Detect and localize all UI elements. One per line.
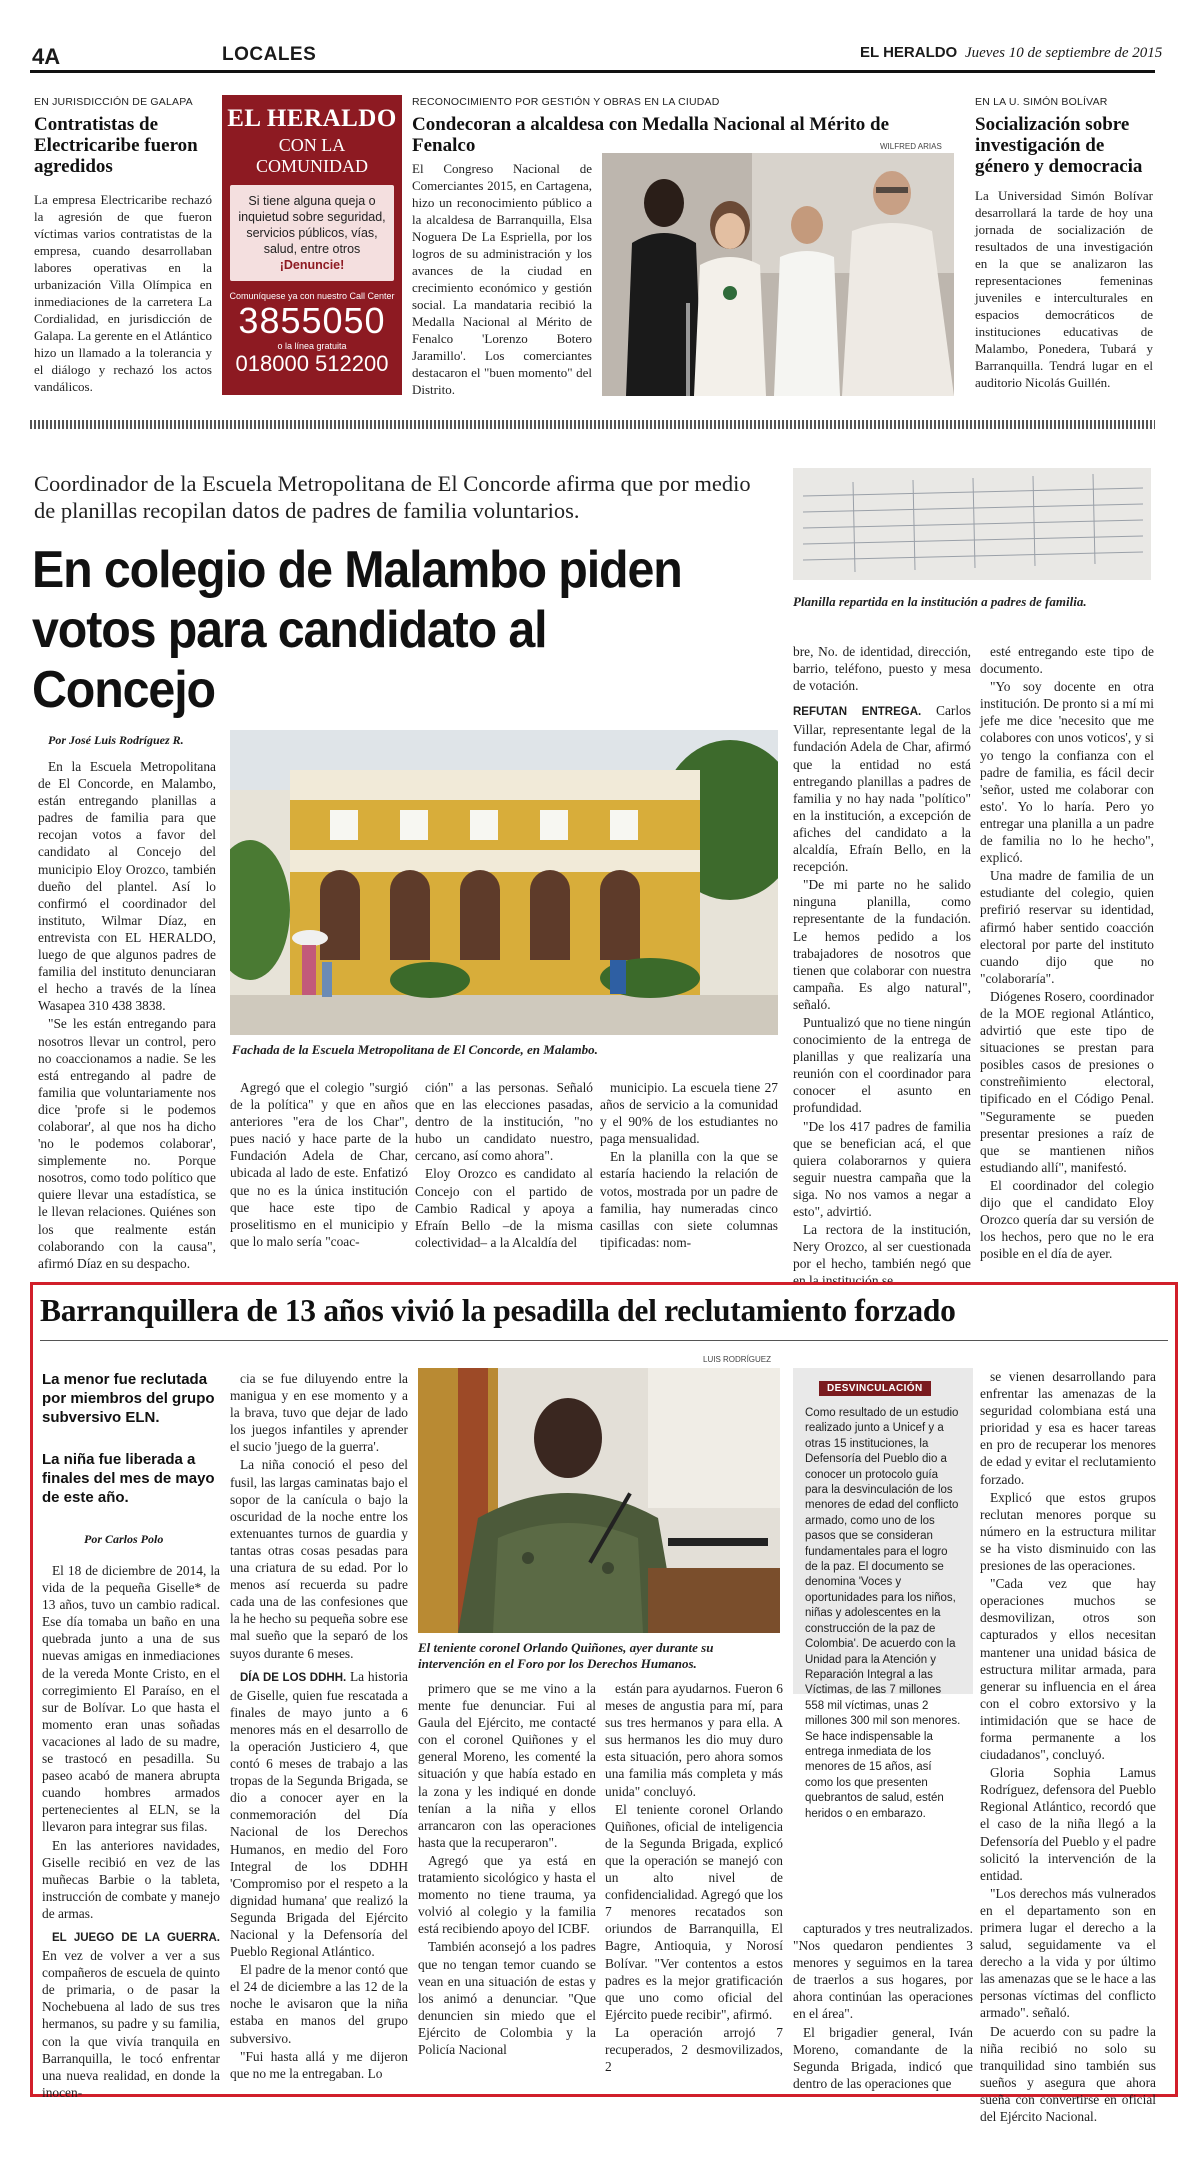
- second-col-3: [418, 1680, 596, 2059]
- paragraph: El teniente coronel Orlando Quiñones, oficial de inteligencia de la Segunda Brigada, explicó que la operación se manejó con un alto nivel de confidencialidad. Agregó que los 7 menores recatados son oriundos de Barranquilla, El Bagre, Antioquia, y Norosí Bolívar. "Ver contentos a estos padres es la mejor gratificación que uno como oficial del Ejército puede recibir", afirmó.: [605, 1801, 783, 2022]
- paragraph: Gloria Sophia Lamus Rodríguez, defensora del Pueblo Regional Atlántico, recordó que el caso de la niña llegó a la Defensoría del Pueblo y el padre solicitó la intervención de la entidad.: [980, 1765, 1156, 1883]
- second-col-2-body: [230, 1370, 408, 1662]
- ad-phone-main: 3855050: [238, 300, 386, 341]
- second-col-1-body: [42, 1562, 220, 1922]
- ad-comunidad: [222, 95, 402, 395]
- second-col-2: [230, 1370, 408, 2083]
- paragraph: En la Escuela Metropolitana de El Concorde, en Malambo, están entregando planillas a padres de familia para que recojan votos a favor del candidato al Concejo del municipio Eloy Orozco, también dueño del plantel. Así lo confirmó el coordinador del instituto, Wilmar Díaz, en entrevista con EL HERALDO, luego de que algunos padres de familia del instituto denunciaran el hecho a través de la línea Wasapea 310 438 3838.: [38, 759, 216, 1014]
- second-col-5: [793, 1920, 973, 2093]
- headline: Socialización sobre investigación de género y democracia: [975, 114, 1143, 177]
- paragraph: El padre de la menor contó que el 24 de diciembre a las 12 de la noche le avisaron que la niña estaba en manos del grupo subversivo.: [230, 1962, 408, 2046]
- paper-name: EL HERALDO: [860, 44, 958, 61]
- paragraph: El brigadier general, Iván Moreno, comandante de la Segunda Brigada, indicó que dentro de las operaciones que: [793, 2024, 973, 2091]
- officer-photo-art: [418, 1368, 780, 1633]
- paragraph: También aconsejó a los padres que no tengan temor cuando se vean en una situación de estas y los animó a denunciar. "Que denuncien sin miedo que el Ejército de Colombia y la Policía Nacional: [418, 1939, 596, 2057]
- body: La empresa Electricaribe rechazó la agresión de que fueron víctimas varios contratistas de la empresa, cuando desarrollaban labores operativas en la urbanización Villa Olímpica en inmediaciones de la carretera La Cordialidad, en jurisdicción de Galapa. La gerente en el Atlántico hizo un llamado a la tolerancia y el diálogo y rechazó los actos vandálicos.: [34, 192, 212, 394]
- second-col-4: [605, 1680, 783, 2076]
- paragraph: La niña conoció el peso del fusil, las largas caminatas bajo el sopor de la canícula o bajo la oscuridad de la noche entre los extenuantes turnos de guardia y tantas otras cosas pesadas para una criatura de su edad. Por lo menos así recuerda su padre cada una de las confesiones que la he hecho su pequeña sobre ese mal sueño que la separó de los suyos durante 6 meses.: [230, 1457, 408, 1661]
- planilla-image: [793, 468, 1151, 580]
- school-photo-caption: Fachada de la Escuela Metropolitana de El Concorde, en Malambo.: [232, 1042, 598, 1057]
- main-col-5-top: bre, No. de identidad, dirección, barrio, teléfono, puesto y mesa de votación.: [793, 644, 971, 694]
- paragraph: El coordinador del colegio dijo que el candidato Eloy Orozco quería dar su versión de los hechos, pero que no le era posible en el día de ayer.: [980, 1177, 1154, 1262]
- paragraph: En la planilla con la que se estaría haciendo la relación de votos, mostrada por un padre de familia, hay numeradas cinco casillas con siete columnas tipificadas: nom-: [600, 1149, 778, 1250]
- main-story-headline: En colegio de Malambo piden votos para candidato al Concejo: [32, 541, 682, 719]
- paragraph: En las anteriores navidades, Giselle recibió en vez de las muñecas Barbie o la tableta, instrucción de combate y manejo de armas.: [42, 1837, 220, 1921]
- paragraph: Una madre de familia de un estudiante del colegio, quien prefirió reservar su identidad, afirmó haber sentido coacción electoral por parte del instituto cuando dijo que no "colaboraría".: [980, 868, 1154, 986]
- second-photo-credit: LUIS RODRÍGUEZ: [703, 1355, 772, 1364]
- paragraph: "De mi parte no he salido ninguna planilla, como representante de la fundación. Le hemos pedido a los trabajadores de nosotros que tienen que colaborar con nuestra campaña. Es algo natural", señaló.: [793, 877, 971, 1012]
- second-col-1-cont: En vez de volver a ver a sus compañeros de escuela de quinto de primaria, o de pasar la Nochebuena al lado de sus tres hermanos, su padre y su familia, con la que vivía tranquila en Barranquilla, le tocó enfrentar una nueva realidad, en donde la inocen-: [42, 1948, 220, 2100]
- paragraph: Explicó que estos grupos reclutan menores porque su número en la estructura militar se ha visto disminuido con las presiones de las operaciones.: [980, 1489, 1156, 1574]
- issue-date: Jueves 10 de septiembre de 2015: [964, 45, 1163, 61]
- section-lead-juego: EL JUEGO DE LA GUERRA.: [52, 1931, 220, 1944]
- paragraph: ción" a las personas. Señaló que en las elecciones pasadas, dentro de la institución, "no hubo un candidato nuestro, cercano, así como ahora".: [415, 1080, 593, 1164]
- paragraph: municipio. La escuela tiene 27 años de servicio a la comunidad y el 90% de los estudiantes no paga mensualidad.: [600, 1080, 778, 1147]
- main-col-5-body: [793, 702, 971, 1289]
- paragraph: Diógenes Rosero, coordinador de la MOE regional Atlántico, advirtió que este tipo de situaciones se prestan para posibles casos de presiones o constreñimiento electoral, tipificado en el Código Penal. "Seguramente se pueden presentar presiones a raíz de que se mantienen niños estudiando allí", manifestó.: [980, 988, 1154, 1175]
- paragraph: "Se les están entregando para nosotros llevar un control, pero no coaccionamos a nadie. Se les está entregando al padre de familia que voluntariamente nos dice 'profe si le podemos colaborar', al que nos ha dicho 'no le podemos colaborar', simplemente no. Porque nosotros, como todo político que quiere llevar una estadística, se le llevan relaciones. Quiénes son los que realmente están colaborando con la causa", afirmó Díaz en su despacho.: [38, 1016, 216, 1271]
- second-deck-1: La menor fue reclutada por miembros del grupo subversivo ELN.: [42, 1371, 215, 1426]
- ad-phone-free: 018000 512200: [235, 351, 389, 376]
- paragraph: "Fui hasta allá y me dijeron que no me la entregaban. Lo: [230, 2048, 408, 2081]
- paragraph: capturados y tres neutralizados. "Nos quedaron pendientes 3 menores y seguimos en la tarea de traerlos a sus hogares, por ahora continúan las operaciones en el área".: [793, 1921, 973, 2022]
- second-col-2-cont: La historia de Giselle, quien fue rescatada a finales de mayo junto a 6 menores más en el desarrollo de la operación Justiciero 4, que contó 6 meses de trabajo a las tropas de la Segunda Brigada, se dio a conocer ayer en la conmemoración del Día Nacional de los Derechos Humanos, en medio del Foro Integral de los DDHH 'Compromiso por el respeto a la dignidad humana' que realizó la Segunda Brigada del Ejército Nacional y la Defensoría del Pueblo Regional Atlántico.: [230, 1668, 408, 1960]
- page-number: 4A: [32, 44, 61, 69]
- ceremony-photo: [602, 153, 954, 396]
- masthead-paper: [860, 44, 1162, 62]
- paragraph: primero que se me vino a la mente fue denunciar. Fui al Gaula del Ejército, me contacté con el coronel Quiñones y el general Moreno, les comenté la situación y que había estado en la zona y les indiqué en donde tenían a la niña y ellos arrancaron con las operaciones hasta que la recuperaron".: [418, 1681, 596, 1850]
- main-col-3: [415, 1079, 593, 1252]
- brief-galapa: [34, 96, 212, 395]
- paragraph: "De los 417 padres de familia que se benefician acá, el que quiera colaborarnos y quiera seguir nuestra campaña que la siga. No nos vamos a negar a esto", advirtió.: [793, 1118, 971, 1219]
- planilla-grid: [793, 468, 1151, 580]
- ad-title: EL HERALDO: [227, 105, 397, 132]
- ad-call-label: Comuníquese ya con nuestro Call Center: [229, 291, 395, 301]
- kicker: EN JURISDICCIÓN DE GALAPA: [34, 96, 193, 108]
- ad-subtitle: CON LA COMUNIDAD: [256, 135, 368, 176]
- main-story-deck: Coordinador de la Escuela Metropolitana de El Concorde afirma que por medio de planillas recopilan datos de padres de familia voluntarios.: [34, 471, 751, 523]
- ad-panel: [230, 185, 394, 281]
- second-story-headline: Barranquillera de 13 años vivió la pesadilla del reclutamiento forzado: [40, 1293, 956, 1328]
- main-col-6: [980, 643, 1154, 1263]
- second-col-1: [42, 1562, 220, 2102]
- paragraph: La operación arrojó 7 recuperados, 2 desmovilizados, 2: [605, 2024, 783, 2075]
- paragraph: esté entregando este tipo de documento.: [980, 644, 1154, 677]
- second-col-2-section: [230, 1668, 408, 1961]
- kicker: RECONOCIMIENTO POR GESTIÓN Y OBRAS EN LA CIUDAD: [412, 96, 720, 108]
- photo-credit: WILFRED ARIAS: [880, 142, 942, 151]
- paragraph: "Cada vez que hay operaciones muchos se desmovilizan, otros son capturados y ellos necesitan mantener una unidad básica de estructura militar armada, para generar su influencia en el área con el cobro extorsivo y la intimidación que se hace de forma permanente a los ciudadanos", concluyó.: [980, 1576, 1156, 1763]
- ceremony-photo-art: [602, 153, 954, 396]
- headline: Contratistas de Electricaribe fueron agredidos: [34, 114, 198, 177]
- paragraph: cia se fue diluyendo entre la manigua y en ese momento y a la brava, tuvo que dejar de lado los juegos infantiles y aprender el sucio 'juego de la guerra'.: [230, 1371, 408, 1455]
- officer-photo-caption: El teniente coronel Orlando Quiñones, ayer durante su intervención en el Foro por los Derechos Humanos.: [418, 1640, 714, 1671]
- paragraph: Eloy Orozco es candidato al Concejo con el partido de Cambio Radical y apoya a Efraín Bello –de la misma colectividad– a la Alcaldía del: [415, 1166, 593, 1250]
- second-deck-2: La niña fue liberada a finales del mes de mayo de este año.: [42, 1451, 215, 1506]
- second-byline: Por Carlos Polo: [84, 1532, 164, 1546]
- body: La Universidad Simón Bolívar desarrollará la tarde de hoy una jornada de socialización de resultados de una investigación en la que se analizaron las representaciones femeninas juveniles e interculturales en espacios democráticos de instituciones educativas de Malambo, Ponedera, Tubará y Barranquilla. Tendrá lugar en el auditorio Nicolás Guillén.: [975, 188, 1153, 390]
- paragraph: De acuerdo con su padre la niña recibió no solo su tranquilidad sino también sus sueños y asegura que ahora sueña con convertirse en oficial del Ejército Nacional.: [980, 2023, 1156, 2125]
- paragraph: Agregó que el colegio "surgió de la política" y que en años anteriores "era de los Char", pues nació y hace parte de la Fundación Adela de Char, ubicada al lado de este. Enfatizó que no es la única institución que hace este tipo de proselitismo en el municipio y que lo malo sería "coac-: [230, 1080, 408, 1249]
- desvinculacion-box: [793, 1368, 973, 1820]
- ad-free-label: o la línea gratuita: [277, 341, 347, 351]
- officer-photo: [418, 1368, 780, 1633]
- main-col-1: [38, 758, 216, 1273]
- ad-body: Si tiene alguna queja o inquietud sobre seguridad, servicios públicos, vías, salud, entre otros: [238, 194, 386, 256]
- paragraph: El 18 de diciembre de 2014, la vida de la pequeña Giselle* de 13 años, tuvo un cambio radical. Ese día tomaba un baño en una quebrada junto a una de sus nuevas amigas en inmediaciones de la vereda Monte Cristo, en el corregimiento El Paraíso, en el sur de Bolívar. Lo que hasta el momento eran unas soñadas vacaciones al lado de su madre, se trastocó en pesadilla. Su paseo acabó de manera abrupta cuando hombres armados pertenecientes al ELN, se la llevaron para integrar sus filas.: [42, 1563, 220, 1835]
- paragraph: se vienen desarrollando para enfrentar las amenazas de la seguridad colombiana está una prioridad y esa es hacer tareas en pro de recuperar los menores de edad y evitar el reclutamiento forzado.: [980, 1369, 1156, 1487]
- paragraph: REFUTAN ENTREGA. Carlos Villar, representante legal de la fundación Adela de Char, afirmó que la entidad no está entregando planillas a padres de familia y no hay nada "político" en la institución, a excepción de afiches del candidato a la alcaldía, Efraín Bello, en la recepción.: [793, 703, 972, 875]
- box-body: Como resultado de un estudio realizado junto a Unicef y a otras 15 instituciones, la Defensoría del Pueblo dio a conocer un protocolo guía para la desvinculación de los menores de edad del conflicto armado, como uno de los pasos que se consideran fundamentales para el logro de la paz. El documento se denomina 'Voces y oportunidades para los niños, niñas y adolescentes en la construcción de la paz de Colombia'. De acuerdo con la Unidad para la Atención y Reparación Integral a las Víctimas, de las 7 millones 558 mil víctimas, unas 2 millones 300 mil son menores. Se hace indispensable la entrega inmediata de los menores de 15 años, así como los que presenten quebrantos de salud, estén heridos o en embarazo.: [805, 1407, 961, 1820]
- paragraph: "Los derechos más vulnerados en el departamento son en primera lugar el derecho a la salud, seguidamente va el derecho a la vida y por último las amenazas que se le hace a las personas víctimas del conflicto armado". señaló.: [980, 1885, 1156, 2021]
- section-name: LOCALES: [222, 44, 317, 65]
- second-col-6: [980, 1368, 1156, 2126]
- kicker: EN LA U. SIMÓN BOLÍVAR: [975, 96, 1108, 108]
- masthead-rule: [30, 70, 1155, 73]
- main-col-4: [600, 1079, 778, 1252]
- paragraph: están para ayudarnos. Fueron 6 meses de angustia para mí, para sus tres hermanos y para ella. A sus hermanos les dio muy duro esta situación, pero ahora somos una familia más completa y más unida" concluyó.: [605, 1681, 783, 1799]
- school-facade-photo: [230, 730, 778, 1035]
- paragraph: "Yo soy docente en otra institución. De pronto si a mí mi jefe me dice 'necesito que me colabores con unos voticos', y si yo tengo la confianza con el padre de familia, es fácil decir 'señor, usted me colaborar con esto'. Yo lo haría. Pero yo entregar una planilla a un padre de familia no lo he hecho", explicó.: [980, 679, 1154, 866]
- brief-simon-bolivar: [975, 96, 1153, 391]
- section-lead-ddhh: DÍA DE LOS DDHH.: [240, 1671, 347, 1684]
- brief-fenalco-body: El Congreso Nacional de Comerciantes 2015, en Cartagena, hizo un reconocimiento público a la alcaldesa de Barranquilla, Elsa Noguera De La Espriella, por los logros de su administración y los avances de la ciudad en crecimiento económico y gestión social. La mandataria recibió la Medalla Nacional al Mérito de Fenalco 'Lorenzo Botero Jaramillo'. Los comerciantes destacaron el "buen momento" del Distrito.: [412, 161, 592, 397]
- main-col-5: [793, 643, 971, 1290]
- section-divider: [30, 420, 1155, 429]
- second-col-1-section: [42, 1928, 220, 2101]
- planilla-caption: Planilla repartida en la institución a padres de familia.: [793, 594, 1087, 609]
- paragraph: Agregó que ya está en tratamiento sicológico y hasta el momento no tiene trauma, ya volvió al colegio y la familia está recibiendo apoyo del ICBF.: [418, 1852, 596, 1937]
- paragraph: Puntualizó que no tiene ningún conocimiento de la entrega de planillas y que realizaría una reunión con el coordinador para conocer el asunto en profundidad.: [793, 1014, 971, 1116]
- paragraph: La rectora de la institución, Nery Orozco, al ser cuestionada por el hecho, también negó que en la institución se: [793, 1222, 971, 1289]
- ad-cta: ¡Denuncie!: [279, 258, 345, 272]
- headline: Condecoran a alcaldesa con Medalla Nacional al Mérito de Fenalco: [412, 114, 890, 156]
- brief-fenalco: [412, 96, 952, 156]
- school-facade-art: [230, 730, 778, 1035]
- main-col-2: [230, 1079, 408, 1251]
- second-headline-rule: [40, 1340, 1168, 1341]
- section-lead: REFUTAN ENTREGA.: [793, 706, 922, 719]
- box-tag: DESVINCULACIÓN: [819, 1381, 931, 1396]
- main-byline: Por José Luis Rodríguez R.: [48, 733, 184, 747]
